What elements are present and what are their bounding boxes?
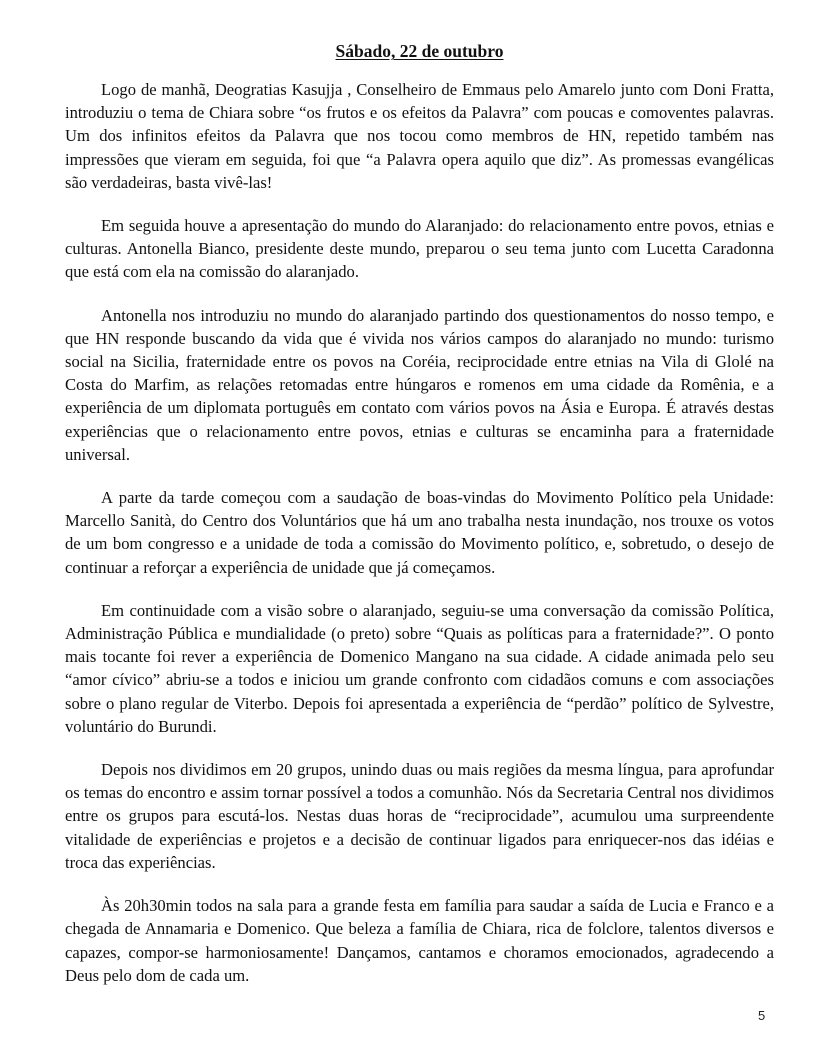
paragraph-2: Em seguida houve a apresentação do mundo do Alaranjado: do relacionamento entre povos, etnias e culturas. Antonella Bianco, presidente deste mundo, preparou o seu tema junto com Lucetta Caradonna que está com ela na comissão do alaranjado. <box>65 216 774 282</box>
document-page <box>65 38 774 1007</box>
paragraph-7: Às 20h30min todos na sala para a grande festa em família para saudar a saída de Lucia e Franco e a chegada de Annamaria e Domenico. Que beleza a família de Chiara, rica de folclore, talentos diversos e capazes, compor-se harmoniosamente! Dançamos, cantamos e choramos emocionados, agradecendo a Deus pelo dom de cada um. <box>65 896 774 985</box>
paragraph-5: Em continuidade com a visão sobre o alaranjado, seguiu-se uma conversação da comissão Política, Administração Pública e mundialidade (o preto) sobre “Quais as políticas para a fraternidade?”. O ponto mais tocante foi rever a experiência de Domenico Mangano na sua cidade. A cidade animada pelo seu “amor cívico” abriu-se a todos e iniciou um grande confronto com cidadãos comuns e com associações sobre o plano regular de Viterbo. Depois foi apresentada a experiência de “perdão” político de Sylvestre, voluntário do Burundi. <box>65 600 774 736</box>
page-number: 5 <box>758 1008 766 1023</box>
paragraph-1: Logo de manhã, Deogratias Kasujja , Conselheiro de Emmaus pelo Amarelo junto com Doni Fratta, introduziu o tema de Chiara sobre “os frutos e os efeitos da Palavra” com poucas e comoventes palavras. Um dos infinitos efeitos da Palavra que nos tocou como membros de HN, repetido também nas impressões que vieram em seguida, foi que “a Palavra opera aquilo que diz”. As promessas evangélicas são verdadeiras, basta vivê-las! <box>65 80 774 192</box>
page-title: Sábado, 22 de outubro <box>335 41 504 61</box>
paragraph-4: A parte da tarde começou com a saudação de boas-vindas do Movimento Político pela Unidade: Marcello Sanità, do Centro dos Voluntários que há um ano trabalha nesta inundação, nos trouxe os votos de um bom congresso e a unidade de toda a comissão do Movimento político, e, sobretudo, o desejo de continuar a reforçar a experiência de unidade que já começamos. <box>65 488 774 577</box>
paragraph-6: Depois nos dividimos em 20 grupos, unindo duas ou mais regiões da mesma língua, para aprofundar os temas do encontro e assim tornar possível a todos a comunhão. Nós da Secretaria Central nos dividimos entre os grupos para escutá-los. Nestas duas horas de “reciprocidade”, acumulou uma surpreendente vitalidade de experiências e projetos e a decisão de continuar ligados para enriquecer-nos das idéias e troca das experiências. <box>65 760 774 872</box>
paragraph-3: Antonella nos introduziu no mundo do alaranjado partindo dos questionamentos do nosso tempo, e que HN responde buscando da vida que é vivida nos vários campos do alaranjado no mundo: turismo social na Sicilia, fraternidade entre os povos na Coréia, reciprocidade entre etnias na Vila di Glolé na Costa do Marfim, as relações retomadas entre húngaros e romenos em uma cidade da Romênia, e a experiência de um diplomata português em contato com vários povos na Ásia e Europa. É através destas experiências que o relacionamento entre povos, etnias e culturas se encaminha para a fraternidade universal. <box>65 305 774 464</box>
